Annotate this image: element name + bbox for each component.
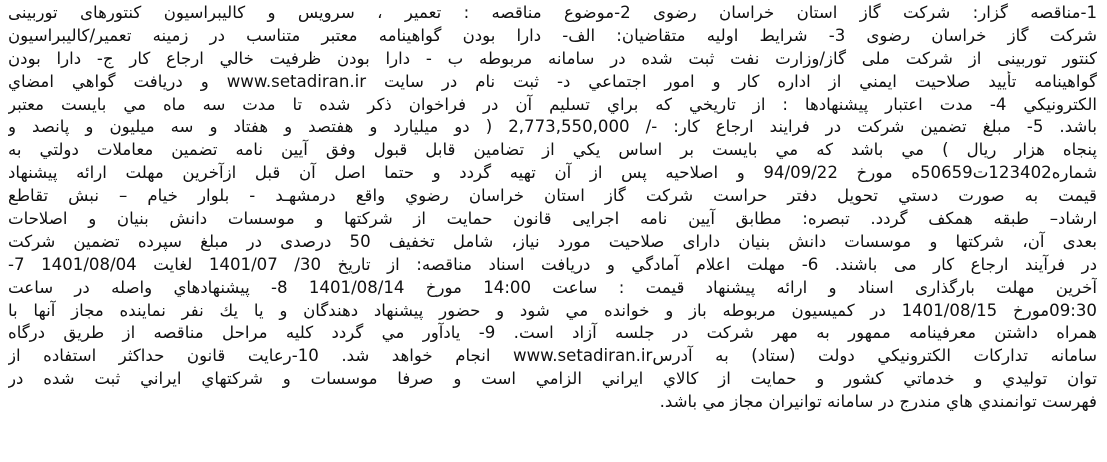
notice-line: کنتور توربینی از شرکت ملی گاز/وزارت نفت ثبت شده در سامانه مربوطه ب - دارا بودن ظرفيت خالي ارجاع كار ج- دارا بودن — [8, 48, 1097, 68]
notice-line: 1-مناقصه گزار: شرکت گاز استان خراسان رضوی 2-موضوع مناقصه : تعمیر ، سرویس و کالیبراسیون کنتورهای توربینی — [8, 3, 1097, 22]
notice-line: توان توليدي و خدماتي كشور و حمايت از كالاي ايراني الزامي است و صرفا موسسات و شركتهاي ايراني ثبت شده در — [8, 369, 1097, 389]
notice-line: همراه داشتن معرفينامه ممهور به مهر شركت در جلسه آزاد است. 9- يادآور مي گردد كليه مراحل مناقصه از طريق درگاه — [8, 323, 1097, 343]
notice-line: شماره123402ت50659ه مورخ 94/09/22 و اصلاحيه پس از آن تهيه گردد و حتما اصل آن قبل ازآخرین مهلت ارائه پيشنهاد — [8, 163, 1097, 183]
notice-line: گواهينامه تأييد صلاحيت ايمني از اداره كار و امور اجتماعي د- ثبت نام در سايت www.setadiran.ir و دریافت گواهي امضاي — [8, 71, 1097, 91]
notice-line: 09:30مورخ 1401/08/15 در كميسيون مربوطه باز و خوانده مي شود و حضور پيشنهاد دهندگان و يا يك نفر نماينده مجاز آنها با — [8, 300, 1097, 320]
notice-line: شرکت گاز خراسان رضوی 3- شرایط اولیه متقاضیان: الف- دارا بودن گواهینامه معتبر متناسب در زمینه تعمیر/کالیبراسیون — [8, 25, 1097, 45]
notice-line: الكترونيكي 4- مدت اعتبار پيشنهادها : از تاريخي كه براي تسليم آن در فراخوان ذكر شده تا مدت سه ماه مي بايست معتبر — [8, 94, 1097, 114]
notice-line: آخرين مهلت بارگذاری اسناد و ارائه پيشنهاد قيمت : ساعت 14:00 مورخ 1401/08/14 8- پيشنهادهاي واصله در ساعت — [8, 277, 1097, 297]
notice-line: سامانه تداركات الكترونيكي دولت (ستاد) به آدرسwww.setadiran.ir انجام خواهد شد. 10-رعايت قانون حداكثر استفاده از — [8, 346, 1097, 366]
notice-line: باشد. 5- مبلغ تضمين شركت در فرايند ارجاع كار: -/ 2,773,550,000 ( دو ميليارد و هفتصد و هفتاد و سه ميليون و پانصد و — [8, 117, 1097, 137]
notice-line: ارشاد– طبقه همكف گردد. تبصره: مطابق آیین نامه اجرایی قانون حمایت از شرکتها و موسسات دانش بنیان و اصلاحات — [8, 209, 1097, 229]
notice-line: قيمت به صورت دستي تحويل دفتر حراست شركت گاز استان خراسان رضوي واقع درمشهـد - بلوار خيام – نبش تقاطع — [8, 186, 1097, 206]
notice-line: بعدی آن، شرکتها و موسسات دانش بنیان دارای صلاحیت مورد نیاز، شامل تخفیف 50 درصدی در مبلغ سپرده تضمین شرکت — [8, 231, 1097, 251]
notice-line: پنجاه هزار ريال ) مي باشد كه مي بايست بر اساس يكي از تضامين قابل قبول وفق آيين نامه تضمين معاملات دولتي به — [8, 140, 1097, 160]
notice-line: فهرست توانمندي هاي مندرج در سامانه توانيران مجاز مي باشد. — [659, 392, 1097, 412]
notice-line: در فرآیند ارجاع کار می باشند. 6- مهلت اعلام آمادگي و دريافت اسناد مناقصه: از تاريخ 30/ 1401/07 لغايت 1401/08/04 7- — [8, 254, 1097, 274]
